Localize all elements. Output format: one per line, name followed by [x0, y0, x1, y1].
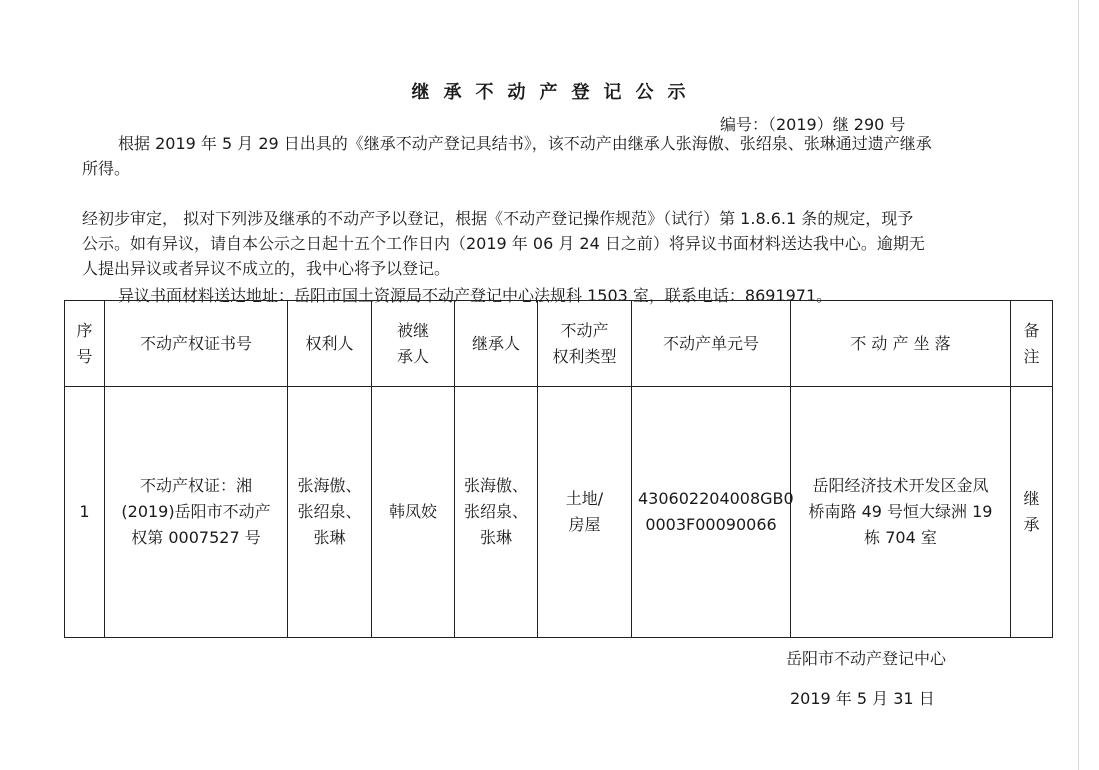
paragraph-2-line-1: 经初步审定， 拟对下列涉及继承的不动产予以登记，根据《不动产登记操作规范》（试行）第 1.8.6.1 条的规定，现予	[82, 209, 914, 228]
paragraph-2-line-2: 公示。如有异议，请自本公示之日起十五个工作日内（2019 年 06 月 24 日之前）将异议书面材料送达我中心。逾期无	[82, 234, 925, 253]
cell-line: 权第 0007527 号	[131, 528, 261, 547]
paragraph-1-line-1: 根据 2019 年 5 月 29 日出具的《继承不动产登记具结书》，该不动产由继承人张海傲、张绍泉、张琳通过遗产继承	[118, 134, 932, 153]
header-certificate-number: 不动产权证书号	[105, 301, 288, 387]
cell-certificate-number	[105, 387, 288, 638]
header-right-type-line: 不动产	[560, 320, 609, 340]
issue-date: 2019 年 5 月 31 日	[790, 689, 935, 708]
registration-table	[64, 300, 1053, 638]
cell-line: 房屋	[568, 515, 601, 534]
cell-right-holder	[288, 387, 372, 638]
header-right-holder: 权利人	[288, 301, 372, 387]
cell-unit-number	[632, 387, 794, 638]
cell-line: 继	[1023, 489, 1040, 508]
cell-decedent: 韩凤姣	[372, 387, 455, 638]
header-remark	[1011, 301, 1053, 387]
cell-heir	[455, 387, 538, 638]
header-heir: 继承人	[455, 301, 538, 387]
table-row	[65, 387, 1053, 638]
paragraph-2-line-3: 人提出异议或者异议不成立的，我中心将予以登记。	[82, 259, 451, 278]
cell-line: 张琳	[479, 528, 512, 547]
cell-line: 张绍泉、	[463, 502, 528, 521]
page-title: 继承不动产登记公示	[411, 82, 700, 103]
issuing-organization: 岳阳市不动产登记中心	[786, 649, 947, 668]
cell-line: 土地/	[565, 489, 604, 508]
header-seq-line: 号	[76, 346, 93, 366]
header-right-type	[538, 301, 632, 387]
cell-line: 张海傲、	[297, 476, 362, 495]
cell-line: (2019)岳阳市不动产	[121, 502, 271, 521]
cell-line: 张琳	[313, 528, 346, 547]
cell-remark	[1011, 387, 1053, 638]
cell-seq: 1	[65, 387, 105, 638]
header-unit-number: 不动产单元号	[632, 301, 791, 387]
header-location: 不 动 产 坐 落	[791, 301, 1011, 387]
paragraph-1-line-2: 所得。	[82, 159, 131, 178]
header-remark-line: 注	[1023, 346, 1040, 366]
cell-line: 430602204008GB0	[638, 489, 794, 508]
header-right-type-line: 权利类型	[552, 346, 617, 366]
cell-line: 承	[1023, 515, 1040, 534]
header-decedent-line: 被继	[396, 320, 429, 340]
cell-right-type	[538, 387, 632, 638]
cell-line: 张绍泉、	[297, 502, 362, 521]
cell-line: 不动产权证：湘	[139, 476, 252, 495]
header-decedent	[372, 301, 455, 387]
table-header-row	[65, 301, 1053, 387]
header-decedent-line: 承人	[396, 346, 429, 366]
cell-line: 栋 704 室	[864, 528, 937, 547]
header-seq	[65, 301, 105, 387]
cell-line: 张海傲、	[463, 476, 528, 495]
cell-line: 桥南路 49 号恒大绿洲 19	[808, 502, 993, 521]
cell-line: 0003F00090066	[645, 515, 777, 534]
scan-edge-line	[1078, 0, 1079, 770]
header-remark-line: 备	[1023, 320, 1040, 340]
header-seq-line: 序	[76, 320, 93, 340]
cell-line: 岳阳经济技术开发区金凤	[812, 476, 989, 495]
objection-address: 异议书面材料送达地址：岳阳市国土资源局不动产登记中心法规科 1503 室，联系电话：8691971。	[118, 286, 833, 305]
document-number: 编号：（2019）继 290 号	[720, 115, 906, 134]
cell-location	[791, 387, 1011, 638]
